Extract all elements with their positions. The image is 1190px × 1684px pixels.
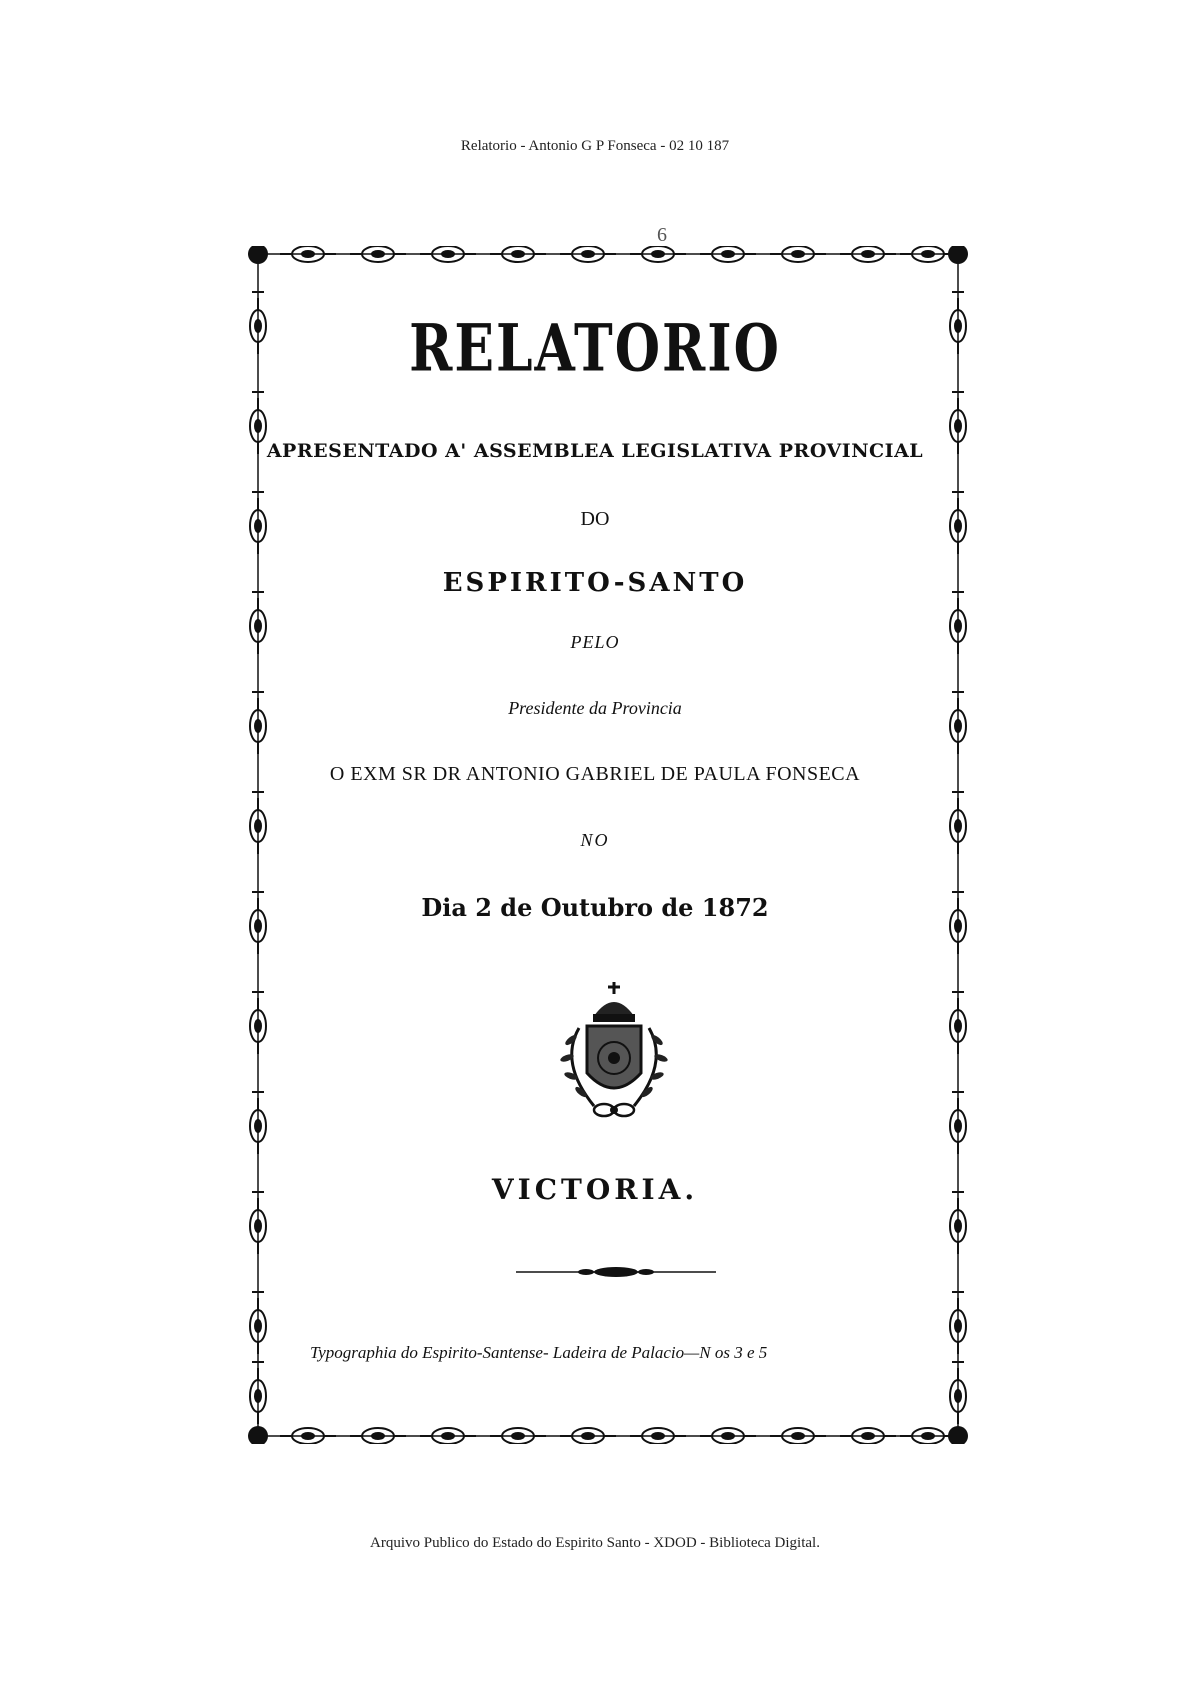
archive-footer: Arquivo Publico do Estado do Espirito Santo - XDOD - Biblioteca Digital. (370, 1535, 820, 1551)
preposition-do: DO (580, 508, 610, 530)
document-date: Dia 2 de Outubro de 1872 (421, 893, 769, 922)
page-number: 6 (657, 224, 667, 246)
document-title: RELATORIO (409, 310, 781, 387)
president-name: O EXM SR DR ANTONIO GABRIEL DE PAULA FONSECA (329, 763, 861, 785)
province-name: ESPIRITO-SANTO (442, 568, 748, 598)
preposition-pelo: PELO (570, 632, 620, 652)
printer-imprint: Typographia do Espirito-Santense- Ladeira de Palacio—N os 3 e 5 (310, 1343, 768, 1362)
decorative-rule (516, 1265, 716, 1283)
preposition-no: NO (580, 830, 610, 850)
president-title: Presidente da Provincia (508, 698, 682, 718)
document-subtitle: APRESENTADO A' ASSEMBLEA LEGISLATIVA PROVINCIAL (266, 440, 924, 462)
archive-header: Relatorio - Antonio G P Fonseca - 02 10 187 (460, 138, 730, 154)
imperial-coat-of-arms-icon (549, 978, 679, 1133)
city-name: VICTORIA. (491, 1173, 699, 1206)
